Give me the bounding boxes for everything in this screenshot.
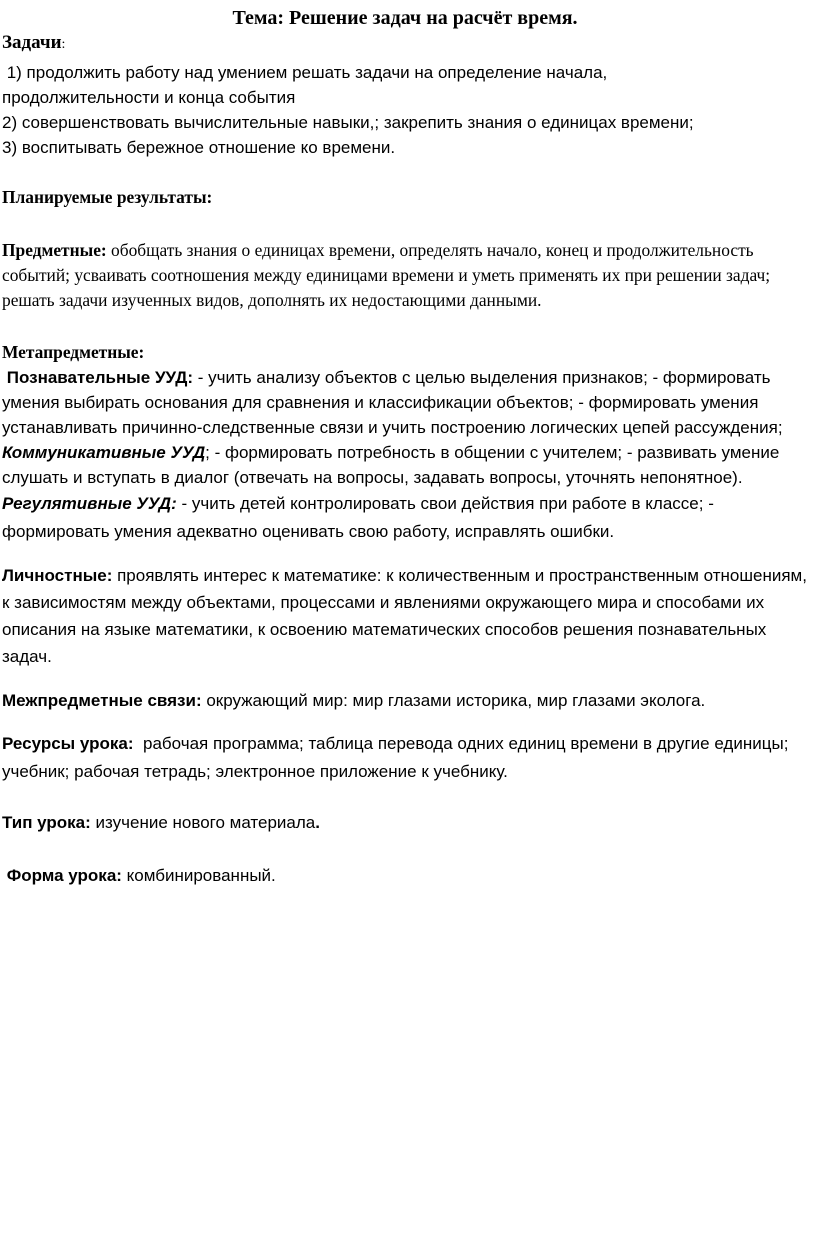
lesson-form <box>2 863 808 888</box>
page-title: Тема: Решение задач на расчёт время. <box>232 7 578 29</box>
tasks-heading <box>2 28 808 60</box>
cognitive-label: Познавательные УУД: <box>2 368 194 387</box>
lesson-form-text: комбинированный. <box>121 866 276 885</box>
lesson-type-label: Тип урока: <box>2 813 91 832</box>
personal-results <box>2 562 808 670</box>
resources-text: рабочая программа; таблица перевода одних единиц времени в другие единицы; учебник; рабочая тетрадь; электронное приложение к учебнику. <box>2 734 794 781</box>
regulatory-text: - учить детей контролировать свои действия при работе в классе; - формировать умения адекватно оценивать свою работу, исправлять ошибки. <box>2 494 714 541</box>
regulatory-label: Регулятивные УУД: <box>2 494 177 513</box>
personal-text: проявлять интерес к математике: к количественным и пространственным отношениям, к зависимостям между объектами, процессами и явлениями окружающего мира и способами их описания на языке математики, к освоению математических способов решения познавательных задач. <box>2 566 807 666</box>
meta-cognitive <box>2 365 808 440</box>
cognitive-text: - учить анализу объектов с целью выделения признаков; - формировать умения выбирать основания для сравнения и классификации объектов; - формировать умения устанавливать причинно-следственные связи и учить построению логических цепей рассуждения; <box>2 368 783 437</box>
tasks-heading-colon: : <box>61 37 66 52</box>
tasks-heading-text: Задачи <box>2 32 62 53</box>
task-item-1b: продолжительности и конца события <box>2 88 296 107</box>
communicative-label: Коммуникативные УУД <box>2 443 206 462</box>
lesson-type <box>2 810 808 835</box>
resources-label: Ресурсы урока: <box>2 734 134 753</box>
subject-text: обобщать знания о единицах времени, определять начало, конец и продолжительность событий; усваивать соотношения между единицами времени и уметь применять их при решении задач; решать задачи изученных видов, дополнять их недостающими данными. <box>2 240 771 310</box>
task-item-2: 2) совершенствовать вычислительные навыки,; закрепить знания о единицах времени; <box>2 113 694 132</box>
lesson-type-text: изучение нового материала <box>90 813 316 832</box>
personal-label: Личностные: <box>2 566 113 585</box>
lesson-type-end: . <box>315 813 320 832</box>
lesson-form-label: Форма урока: <box>2 866 122 885</box>
subject-label: Предметные: <box>2 240 107 260</box>
lesson-resources <box>2 730 808 786</box>
planned-results-heading: Планируемые результаты: <box>2 187 213 207</box>
subject-results <box>2 238 808 313</box>
interdisciplinary-label: Межпредметные связи: <box>2 691 202 710</box>
interdisciplinary-text: окружающий мир: мир глазами историка, мир глазами эколога. <box>201 691 706 710</box>
interdisciplinary-links <box>2 688 808 713</box>
meta-heading: Метапредметные: <box>2 342 145 362</box>
meta-regulatory <box>2 490 808 546</box>
task-item-1a: 1) продолжить работу над умением решать задачи на определение начала, <box>2 63 608 82</box>
task-item-3: 3) воспитывать бережное отношение ко времени. <box>2 138 396 157</box>
communicative-text: ; - формировать потребность в общении с учителем; - развивать умение слушать и вступать в диалог (отвечать на вопросы, задавать вопросы, уточнять непонятное). <box>2 443 780 487</box>
meta-communicative <box>2 440 808 490</box>
